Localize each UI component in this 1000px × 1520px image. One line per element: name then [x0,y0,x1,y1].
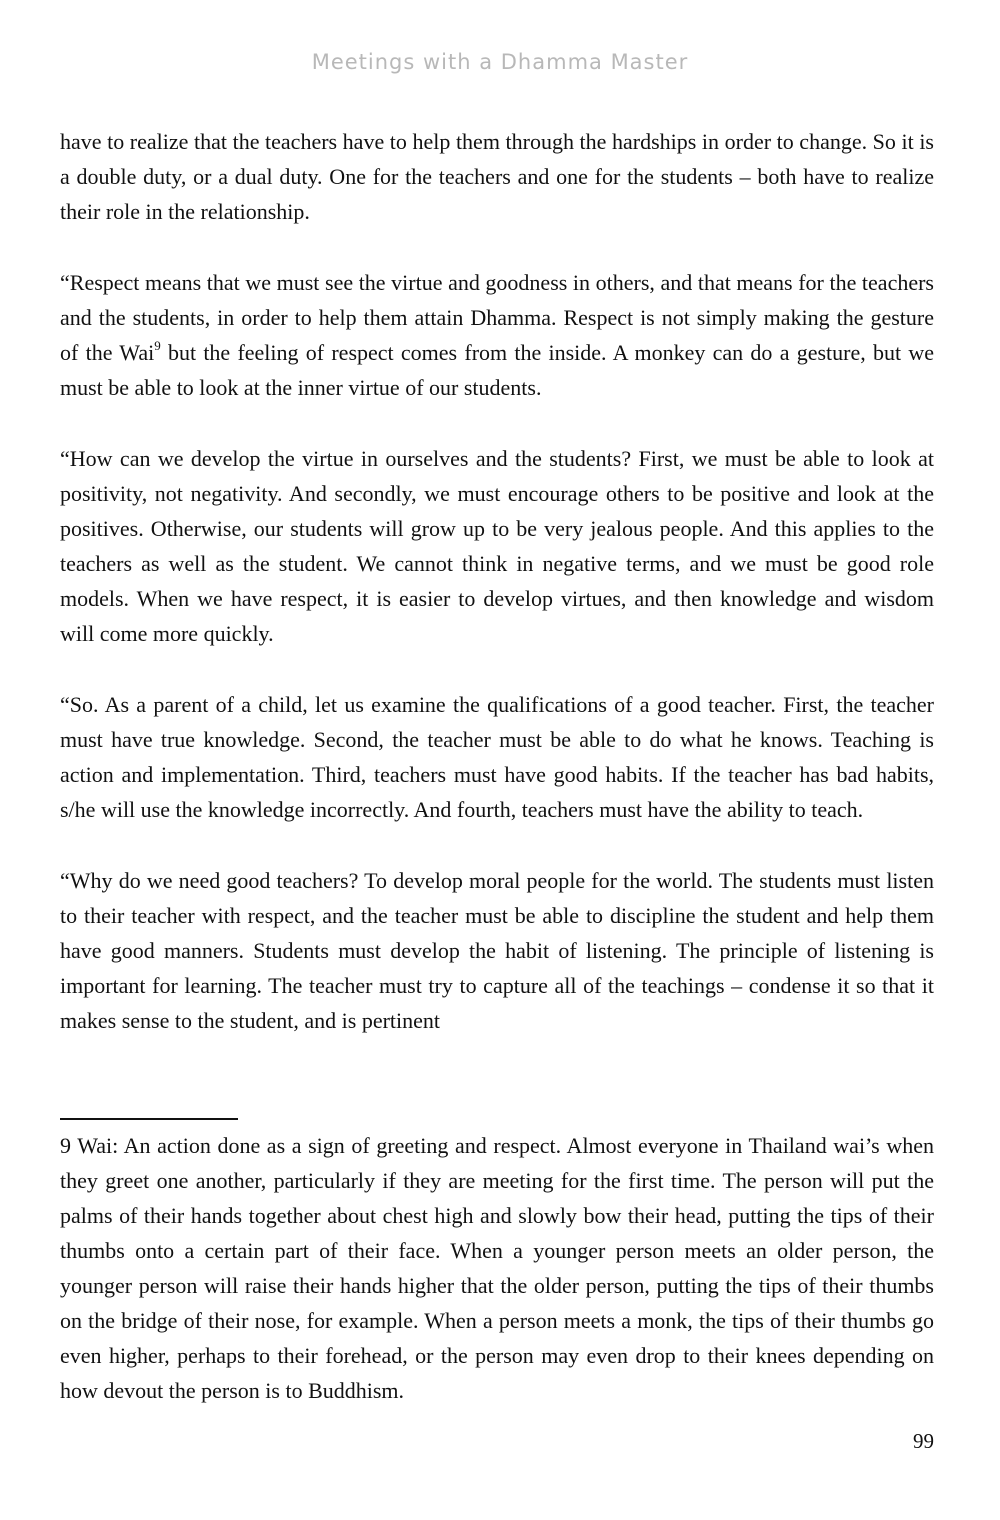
footnote-9: 9 Wai: An action done as a sign of greeting and respect. Almost everyone in Thailand wai’s when they greet one another, particularly if they are meeting for the first time. The person will put the palms of their hands together about chest high and slowly bow their head, putting the tips of their thumbs onto a certain part of their face. When a younger person meets an older person, the younger person will raise their hands higher that the older person, putting the tips of their thumbs on the bridge of their nose, for example. When a person meets a monk, the tips of their thumbs go even higher, perhaps to their forehead, or the person may even drop to their knees depending on how devout the person is to Buddhism. [60,1133,934,1403]
paragraph-respect-text-after: but the feeling of respect comes from the inside. A monkey can do a gesture, but we must be able to look at the inner virtue of our students. [60,340,935,400]
page-number: 99 [913,1429,934,1453]
footnote-separator [60,1118,238,1120]
paragraph-respect [60,265,934,405]
paragraph-respect-text-before: “Respect means that we must see the virtue and goodness in others, and that means for the teachers and the students, in order to help them attain Dhamma. Respect is not simply making the gesture of the Wai [60,270,934,365]
paragraph-qualifications: “So. As a parent of a child, let us examine the qualifications of a good teacher. First, the teacher must have true knowledge. Second, the teacher must be able to do what he knows. Teaching is action and implementation. Third, teachers must have good habits. If the teacher has bad habits, s/he will use the knowledge incorrectly. And fourth, teachers must have the ability to teach. [60,692,934,822]
paragraph-continuation: have to realize that the teachers have to help them through the hardships in order to change. So it is a double duty, or a dual duty. One for the teachers and one for the students – both have to realize their role in the relationship. [60,129,934,224]
running-header: Meetings with a Dhamma Master [311,50,689,74]
paragraph-virtue: “How can we develop the virtue in ourselves and the students? First, we must be able to look at positivity, not negativity. And secondly, we must encourage others to be positive and look at the positives. Otherwise, our students will grow up to be very jealous people. And this applies to the teachers as well as the student. We cannot think in negative terms, and we must be good role models. When we have respect, it is easier to develop virtues, and then knowledge and wisdom will come more quickly. [60,446,934,646]
footnote-reference: 9 [154,337,161,353]
body-text [60,124,934,1038]
paragraph-good-teachers: “Why do we need good teachers? To develop moral people for the world. The students must listen to their teacher with respect, and the teacher must be able to discipline the student and help them have good manners. Students must develop the habit of listening. The principle of listening is important for learning. The teacher must try to capture all of the teachings – condense it so that it makes sense to the student, and is pertinent [60,868,934,1033]
